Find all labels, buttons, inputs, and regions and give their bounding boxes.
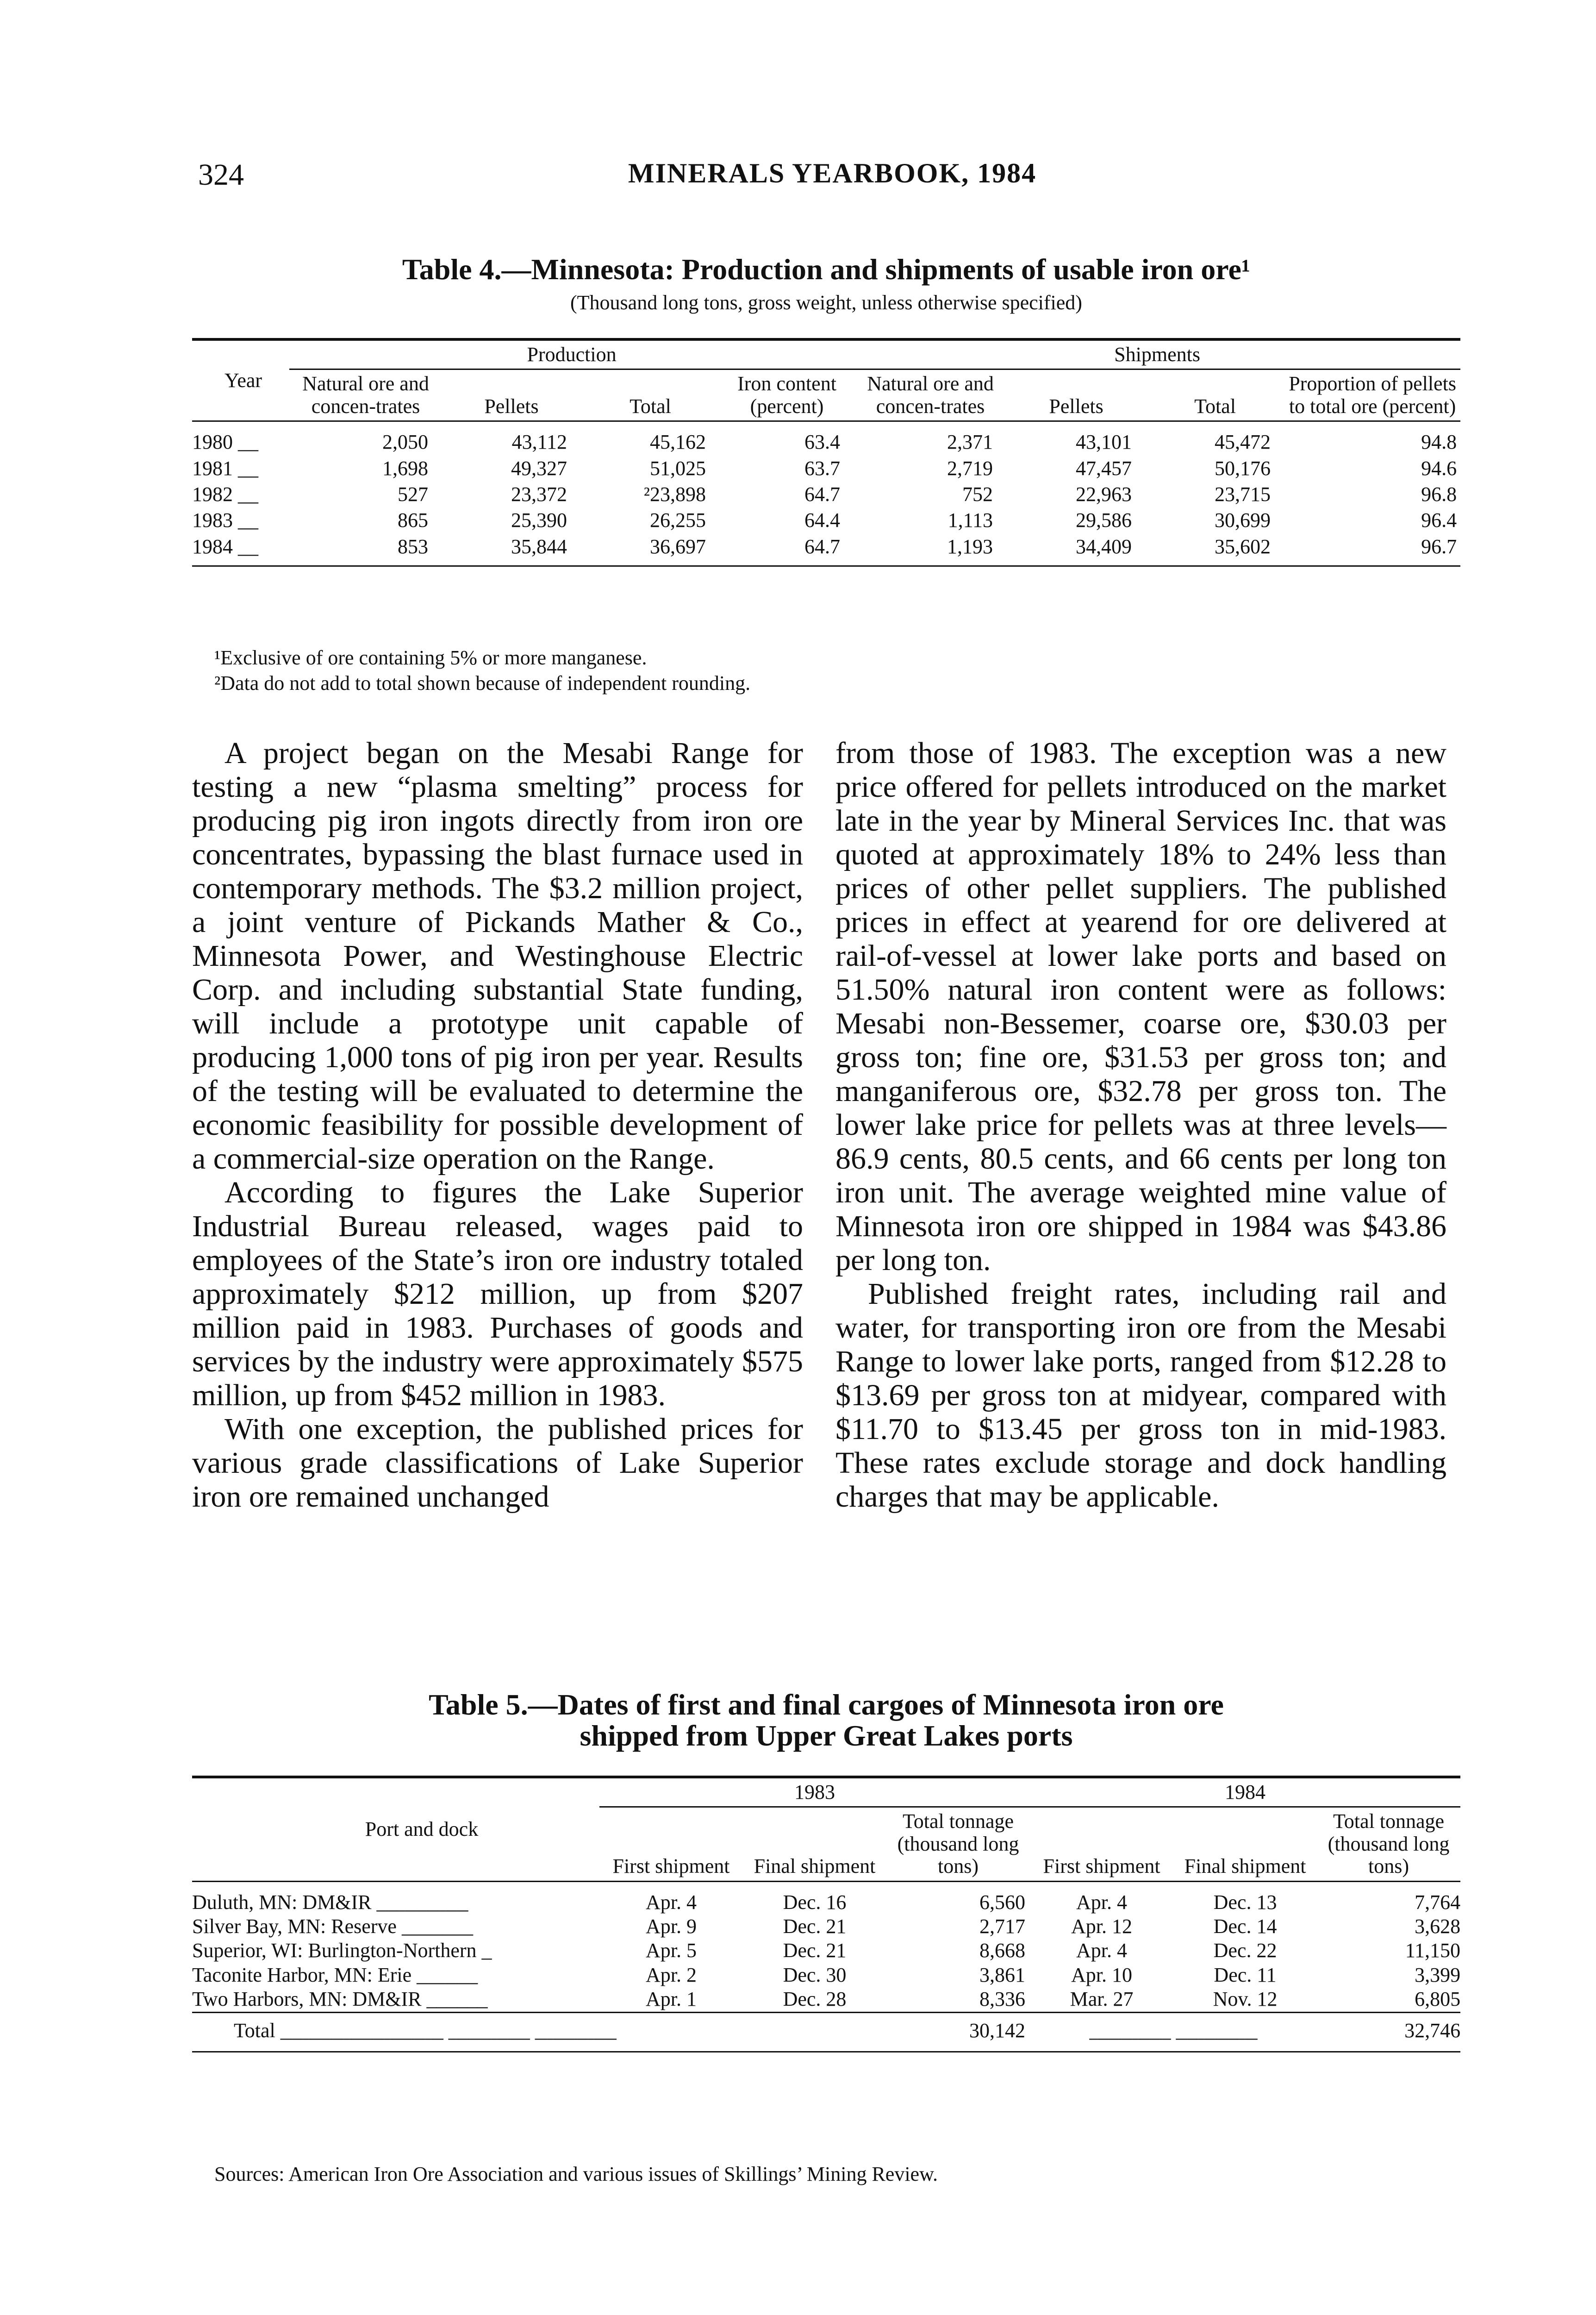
col-first-1983: First shipment [612, 1855, 730, 1878]
cell-final-1983: Dec. 21 [783, 1915, 847, 1938]
cell-proportion: 96.4 [1421, 509, 1457, 532]
page-number: 324 [198, 158, 244, 192]
table-row [192, 534, 1460, 566]
cell-final-1984: Nov. 12 [1213, 1988, 1278, 2011]
col-final-1983: Final shipment [754, 1855, 876, 1878]
col-ship-total: Total [1194, 394, 1236, 418]
total-row [192, 2012, 1460, 2052]
cell-first-1984: Apr. 12 [1071, 1915, 1133, 1938]
col-year: Year [224, 369, 262, 392]
cell-year: 1982 __ [192, 482, 258, 506]
col-ship-natural: Natural ore and concen-trates [867, 372, 994, 418]
cell-prod-total: 51,025 [650, 457, 706, 480]
cell-ship-total: 23,715 [1215, 482, 1271, 506]
cell-first-1983: Apr. 2 [646, 1963, 697, 1986]
cell-first-1984: Apr. 10 [1071, 1963, 1133, 1986]
paragraph: According to figures the Lake Superior Industrial Bureau released, wages paid to employees of the State’s iron ore industry totaled approximately $212 million, up from $207 million paid in 1983. Purchases of goods and services by the industry were approximately $575 million, up from $452 million in 1983. [192, 1176, 803, 1412]
cell-port: Duluth, MN: DM&IR _________ [192, 1890, 468, 1914]
cell-prod-natural: 1,698 [382, 457, 428, 480]
table4-subtitle: (Thousand long tons, gross weight, unless otherwise specified) [570, 291, 1082, 314]
cell-ship-total: 30,699 [1215, 509, 1271, 532]
cell-prod-total: 26,255 [650, 509, 706, 532]
col-total-1984: Total tonnage (thousand long tons) [1328, 1810, 1450, 1878]
total-1984: 32,746 [1404, 2019, 1461, 2042]
cell-first-1983: Apr. 9 [646, 1915, 697, 1938]
col-final-1984: Final shipment [1184, 1855, 1306, 1878]
cell-final-1983: Dec. 16 [783, 1890, 847, 1914]
cell-proportion: 96.7 [1421, 535, 1457, 558]
cell-ship-total: 45,472 [1215, 431, 1271, 454]
cell-prod-total: 45,162 [650, 431, 706, 454]
paragraph: from those of 1983. The exception was a new price offered for pellets introduced on the market late in the year by Mineral Services Inc. that was quoted at approximately 18% to 24% less than prices of other pellet suppliers. The published prices in effect at yearend for ore delivered at rail-of-vessel at lower lake ports and based on 51.50% natural iron content were as follows: Mesabi non-Bessemer, coarse ore, $30.03 per gross ton; fine ore, $31.53 per gross ton; and manganiferous ore, $32.78 per gross ton. The lower lake price for pellets was at three levels—86.9 cents, 80.5 cents, and 66 cents per long ton iron unit. The average weighted mine value of Minnesota iron ore shipped in 1984 was $43.86 per long ton. [835, 736, 1446, 1277]
table-row [192, 1963, 1460, 1987]
cell-final-1983: Dec. 28 [783, 1988, 847, 2011]
cell-proportion: 94.6 [1421, 457, 1457, 480]
cell-iron-content: 64.7 [804, 482, 841, 506]
cell-total-1983: 2,717 [979, 1915, 1026, 1938]
table-row [192, 1881, 1460, 1915]
right-column [835, 736, 1446, 1514]
cell-final-1984: Dec. 11 [1214, 1963, 1277, 1986]
table-row [192, 456, 1460, 482]
cell-total-1983: 8,668 [979, 1939, 1026, 1962]
cell-port: Two Harbors, MN: DM&IR ______ [192, 1988, 488, 2011]
cell-prod-natural: 865 [398, 509, 428, 532]
table5-title-line1: Table 5.—Dates of first and final cargoes of Minnesota iron ore [429, 1688, 1224, 1721]
cell-proportion: 94.8 [1421, 431, 1457, 454]
cell-total-1984: 11,150 [1405, 1939, 1461, 1962]
table-row [192, 507, 1460, 533]
paragraph: A project began on the Mesabi Range for testing a new “plasma smelting” process for producing pig iron ingots directly from iron ore concentrates, bypassing the blast furnace used in contemporary methods. The $3.2 million project, a joint venture of Pickands Mather & Co., Minnesota Power, and Westinghouse Electric Corp. and including substantial State funding, will include a prototype unit capable of producing 1,000 tons of pig iron per year. Results of the testing will be evaluated to determine the economic feasibility for possible development of a commercial-size operation on the Range. [192, 736, 803, 1176]
col-ship-pellets: Pellets [1049, 394, 1103, 418]
cell-prod-pellets: 23,372 [511, 482, 567, 506]
group-year-1984: 1984 [1030, 1777, 1460, 1807]
cell-total-1983: 8,336 [979, 1988, 1026, 2011]
cell-prod-total: 36,697 [650, 535, 706, 558]
cell-year: 1980 __ [192, 431, 258, 454]
col-prod-pellets: Pellets [484, 394, 539, 418]
total-label: Total ________________ ________ ________ [234, 2019, 617, 2042]
cell-ship-natural: 1,193 [947, 535, 993, 558]
col-iron-content: Iron content (percent) [737, 372, 836, 418]
cell-first-1983: Apr. 1 [646, 1988, 697, 2011]
cell-year: 1983 __ [192, 509, 258, 532]
table5 [192, 1776, 1460, 2052]
cell-total-1984: 6,805 [1415, 1988, 1461, 2011]
table4-title: Table 4.—Minnesota: Production and shipments of usable iron ore¹ [402, 253, 1251, 286]
cell-ship-pellets: 43,101 [1076, 431, 1132, 454]
cell-prod-natural: 853 [398, 535, 428, 558]
cell-prod-pellets: 49,327 [511, 457, 567, 480]
table4-footnote-1: ¹Exclusive of ore containing 5% or more manganese. [214, 646, 647, 669]
cell-first-1983: Apr. 5 [646, 1939, 697, 1962]
cell-prod-total: ²23,898 [643, 482, 706, 506]
table5-sources: Sources: American Iron Ore Association and various issues of Skillings’ Mining Review. [214, 2163, 938, 2185]
cell-ship-natural: 1,113 [948, 509, 993, 532]
cell-prod-natural: 527 [398, 482, 428, 506]
cell-port: Taconite Harbor, MN: Erie ______ [192, 1963, 478, 1986]
cell-ship-natural: 2,719 [947, 457, 993, 480]
cell-ship-pellets: 22,963 [1076, 482, 1132, 506]
cell-total-1983: 6,560 [979, 1890, 1026, 1914]
table-row [192, 421, 1460, 456]
cell-proportion: 96.8 [1421, 482, 1457, 506]
table-row [192, 1915, 1460, 1939]
left-column [192, 736, 803, 1514]
table-row [192, 1987, 1460, 2012]
cell-prod-pellets: 35,844 [511, 535, 567, 558]
group-production: Production [289, 339, 854, 369]
cell-ship-pellets: 47,457 [1076, 457, 1132, 480]
cell-first-1984: Mar. 27 [1070, 1988, 1134, 2011]
table4 [192, 338, 1460, 567]
group-shipments: Shipments [854, 339, 1460, 369]
cell-total-1984: 7,764 [1415, 1890, 1461, 1914]
group-year-1983: 1983 [599, 1777, 1030, 1807]
cell-final-1984: Dec. 22 [1213, 1939, 1277, 1962]
col-proportion: Proportion of pellets to total ore (percent) [1289, 372, 1456, 418]
cell-final-1984: Dec. 14 [1213, 1915, 1277, 1938]
cell-ship-natural: 2,371 [947, 431, 993, 454]
paragraph: Published freight rates, including rail and water, for transporting iron ore from the Mesabi Range to lower lake ports, ranged from $12.28 to $13.69 per gross ton at midyear, compared with $11.70 to $13.45 per gross ton in mid-1983. These rates exclude storage and dock handling charges that may be applicable. [835, 1277, 1446, 1514]
cell-ship-pellets: 29,586 [1076, 509, 1132, 532]
total-dashes: ________ ________ [1089, 2019, 1258, 2042]
cell-year: 1984 __ [192, 535, 258, 558]
col-first-1984: First shipment [1043, 1855, 1160, 1878]
col-prod-natural: Natural ore and concen-trates [302, 372, 429, 418]
cell-first-1984: Apr. 4 [1076, 1890, 1128, 1914]
cell-ship-natural: 752 [962, 482, 993, 506]
cell-prod-pellets: 25,390 [511, 509, 567, 532]
table-row [192, 482, 1460, 507]
cell-ship-pellets: 34,409 [1076, 535, 1132, 558]
cell-first-1984: Apr. 4 [1076, 1939, 1128, 1962]
cell-port: Superior, WI: Burlington-Northern _ [192, 1939, 492, 1962]
cell-port: Silver Bay, MN: Reserve _______ [192, 1915, 473, 1938]
cell-total-1983: 3,861 [979, 1963, 1026, 1986]
cell-prod-pellets: 43,112 [511, 431, 567, 454]
paragraph: With one exception, the published prices for various grade classifications of Lake Superior iron ore remained unchanged [192, 1412, 803, 1514]
table4-footnote-2: ²Data do not add to total shown because of independent rounding. [214, 672, 751, 694]
cell-iron-content: 64.7 [804, 535, 841, 558]
cell-final-1983: Dec. 30 [783, 1963, 847, 1986]
page-header [198, 157, 1466, 199]
running-title: MINERALS YEARBOOK, 1984 [628, 158, 1037, 188]
cell-iron-content: 64.4 [804, 509, 841, 532]
table5-title-line2: shipped from Upper Great Lakes ports [580, 1719, 1073, 1752]
col-total-1983: Total tonnage (thousand long tons) [897, 1810, 1019, 1878]
cell-year: 1981 __ [192, 457, 258, 480]
cell-iron-content: 63.7 [804, 457, 841, 480]
col-port: Port and dock [365, 1818, 479, 1841]
cell-first-1983: Apr. 4 [646, 1890, 697, 1914]
cell-prod-natural: 2,050 [382, 431, 428, 454]
table-row [192, 1939, 1460, 1963]
col-prod-total: Total [630, 394, 671, 418]
cell-iron-content: 63.4 [804, 431, 841, 454]
total-1983: 30,142 [969, 2019, 1026, 2042]
cell-ship-total: 35,602 [1215, 535, 1271, 558]
cell-total-1984: 3,399 [1415, 1963, 1461, 1986]
cell-final-1983: Dec. 21 [783, 1939, 847, 1962]
cell-ship-total: 50,176 [1215, 457, 1271, 480]
cell-final-1984: Dec. 13 [1213, 1890, 1277, 1914]
cell-total-1984: 3,628 [1415, 1915, 1461, 1938]
